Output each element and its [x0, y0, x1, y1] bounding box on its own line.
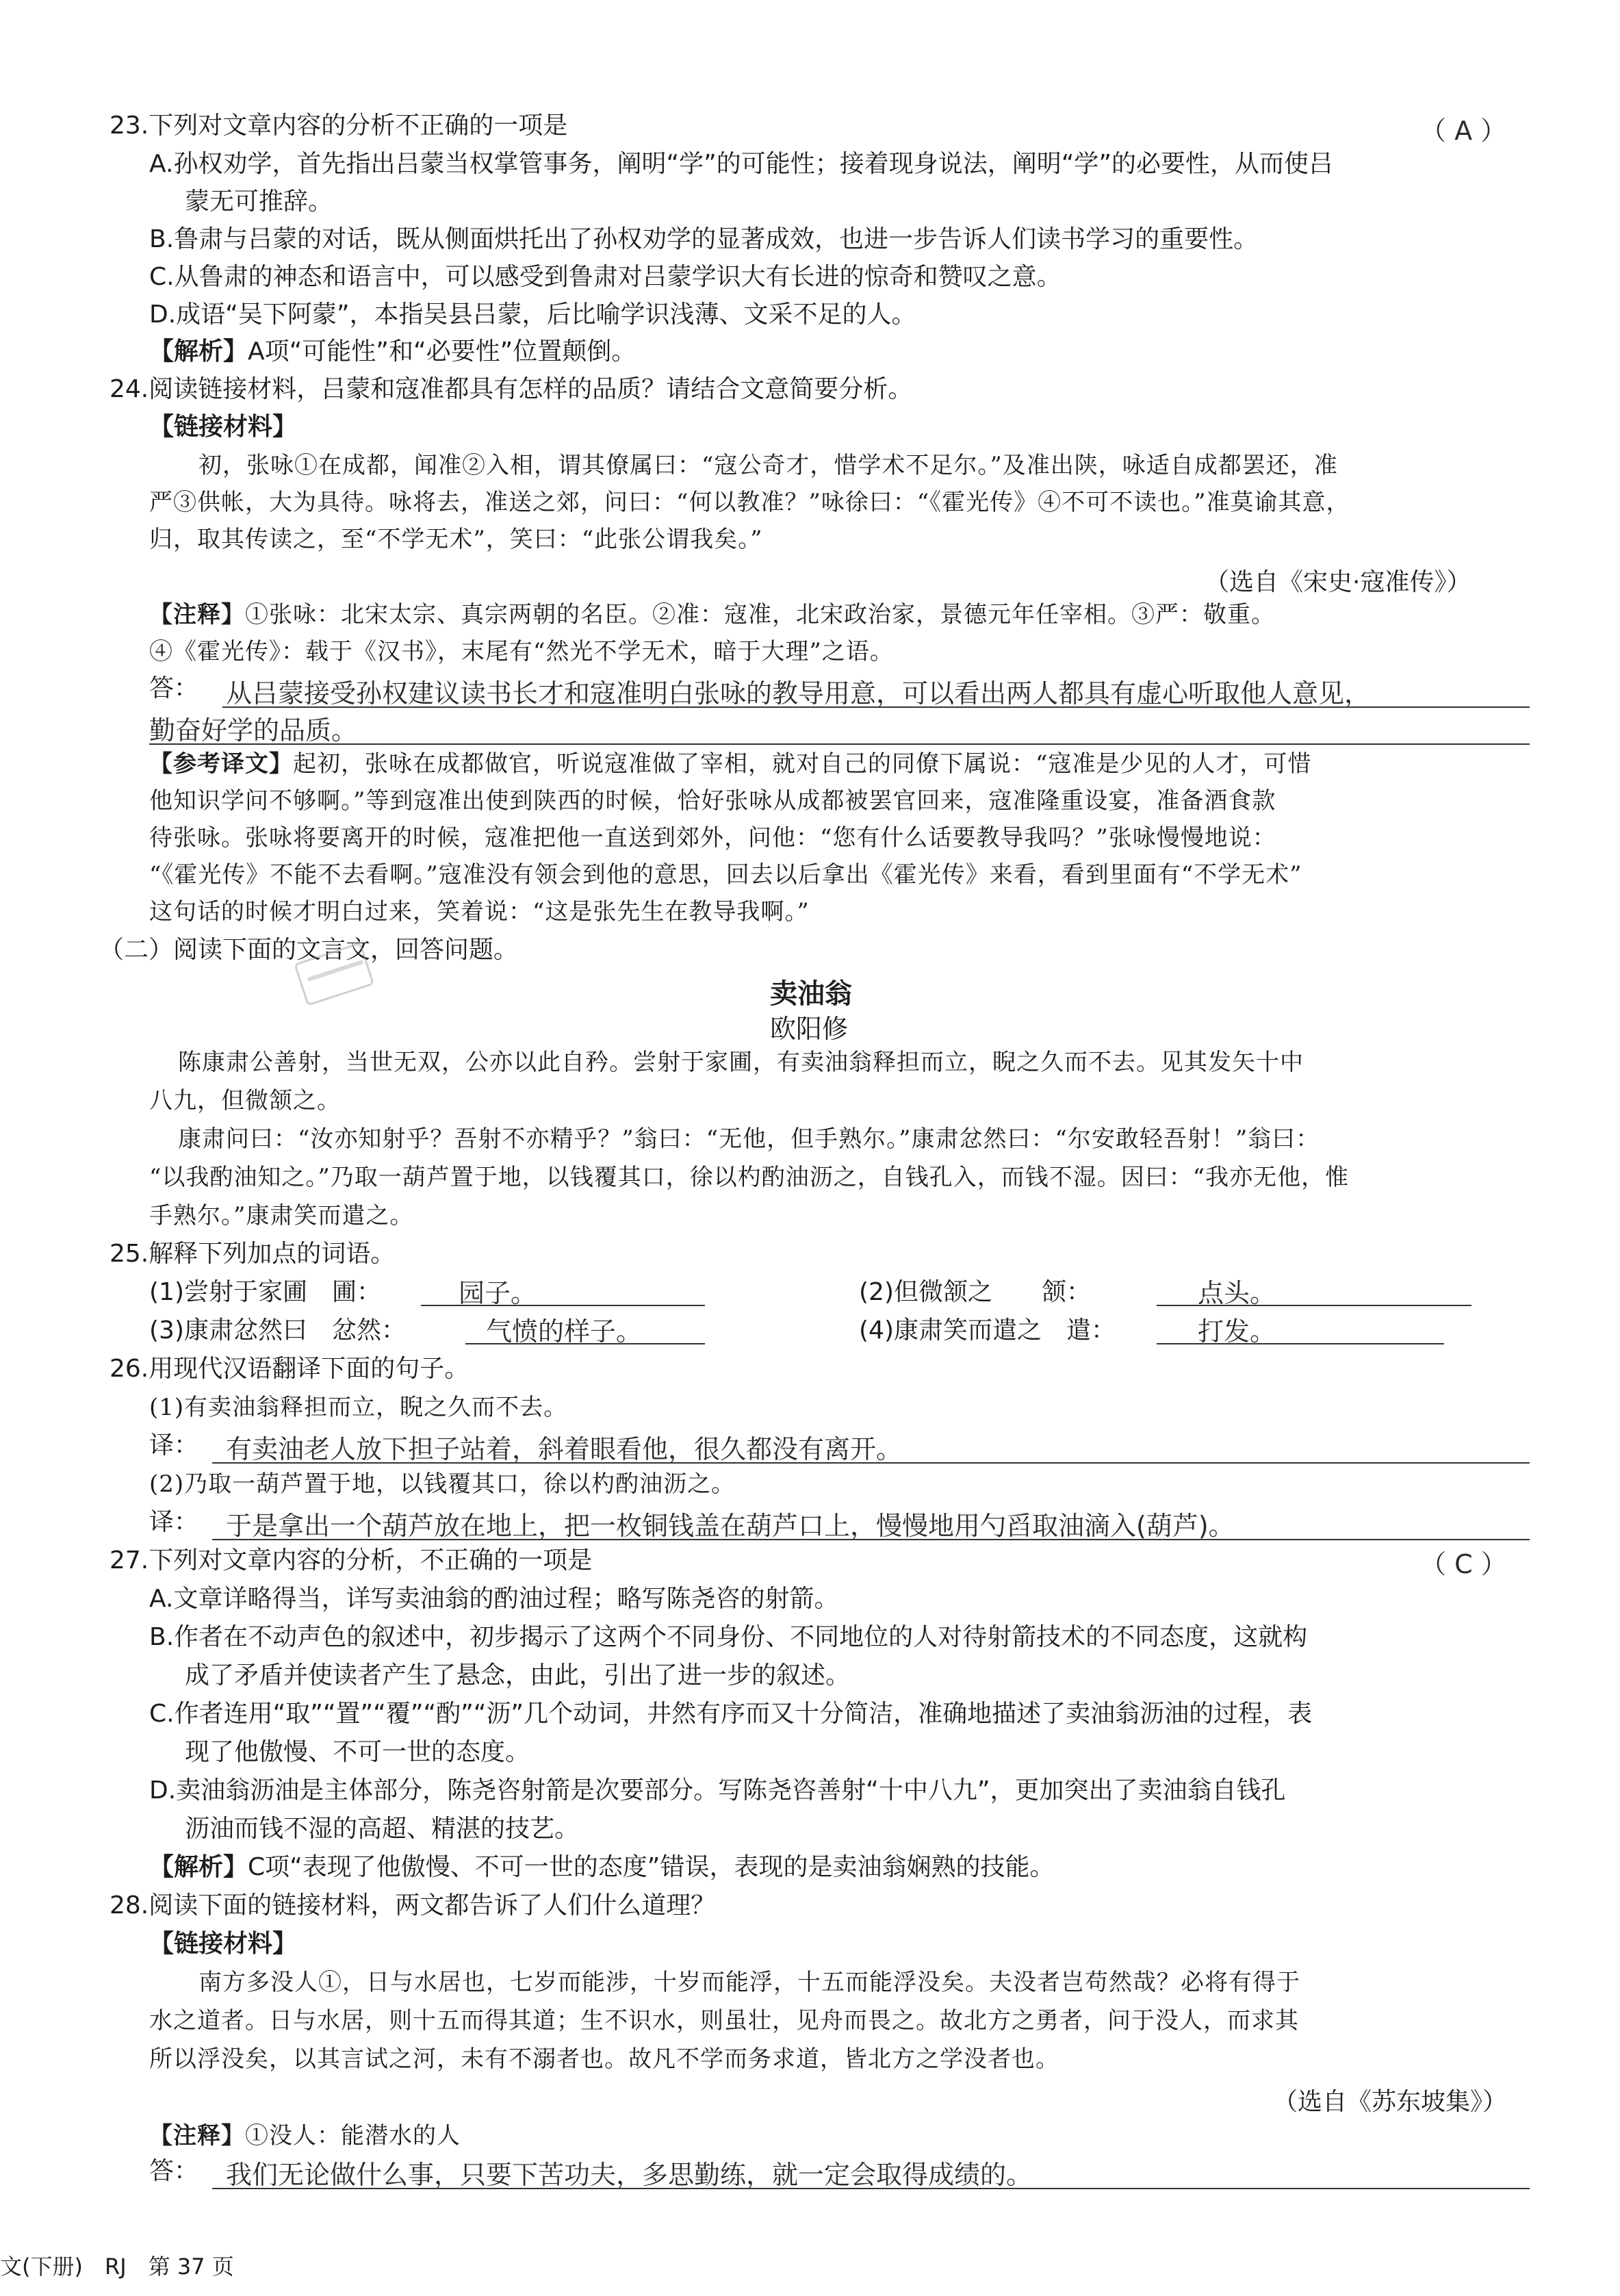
- answer-rule: [212, 2188, 1530, 2189]
- q24-stem: 24.阅读链接材料，吕蒙和寇准都具有怎样的品质？请结合文意简要分析。: [110, 375, 913, 403]
- q23-option-a: A.孙权劝学，首先指出吕蒙当权掌管事务，阐明“学”的可能性；接着现身说法，阐明“学”的必要性，从而使吕: [149, 150, 1334, 178]
- q24-translation-text-1: 起初，张咏在成都做官，听说寇准做了宰相，就对自己的同僚下属说：“寇准是少见的人才，可惜: [293, 750, 1312, 778]
- q24-source: （选自《宋史·寇准传》）: [1205, 568, 1471, 596]
- q23-stem: 23.下列对文章内容的分析不正确的一项是: [110, 112, 568, 140]
- q23-option-b: B.鲁肃与吕蒙的对话，既从侧面烘托出了孙权劝学的显著成效，也进一步告诉人们读书学习的重要性。: [149, 225, 1259, 253]
- q25-item-2-answer: 点头。: [1198, 1278, 1276, 1308]
- q28-link-tag: 【链接材料】: [149, 1930, 298, 1958]
- watermark-stamp-icon: [287, 941, 376, 1006]
- passage-p2-line-3: 手熟尔。”康肃笑而遣之。: [149, 1202, 414, 1229]
- q26-label-1: 译：: [149, 1431, 199, 1459]
- answer-rule: [465, 1343, 705, 1344]
- q26-stem: 26.用现代汉语翻译下面的句子。: [110, 1355, 470, 1383]
- q24-translation-line-3: 待张咏。张咏将要离开的时候，寇准把他一直送到郊外，问他：“您有什么话要教导我吗？”张咏慢慢地说：: [149, 824, 1276, 852]
- q23-option-a-cont: 蒙无可推辞。: [185, 188, 333, 216]
- q25-stem: 25.解释下列加点的词语。: [110, 1240, 396, 1268]
- q28-stem: 28.阅读下面的链接材料，两文都告诉了人们什么道理？: [110, 1891, 716, 1919]
- q23-analysis-text: A项“可能性”和“必要性”位置颠倒。: [248, 337, 637, 366]
- passage-title: 卖油翁: [770, 978, 852, 1010]
- q23-answer: （ A ）: [1420, 116, 1507, 146]
- q28-answer-label: 答：: [149, 2157, 199, 2185]
- answer-rule: [421, 1305, 705, 1306]
- q25-item-2-prompt: (2)但微颔之 颔：: [859, 1278, 1091, 1306]
- q24-answer-label: 答：: [149, 674, 199, 702]
- answer-rule: [1157, 1305, 1471, 1306]
- q24-note-text-1: ①张咏：北宋太宗、真宗两朝的名臣。②准：寇准，北宋政治家，景德元年任宰相。③严：敬重。: [245, 601, 1275, 628]
- q25-item-3-prompt: (3)康肃忿然曰 忿然：: [149, 1316, 406, 1344]
- answer-rule: [212, 1462, 1530, 1464]
- q27-option-d: D.卖油翁沥油是主体部分，陈尧咨射箭是次要部分。写陈尧咨善射“十中八九”，更加突出了卖油翁自钱孔: [149, 1776, 1286, 1804]
- q25-item-4-answer: 打发。: [1198, 1316, 1276, 1347]
- q25-item-3-answer: 气愤的样子。: [486, 1316, 643, 1347]
- q23-option-c: C.从鲁肃的神态和语言中，可以感受到鲁肃对吕蒙学识大有长进的惊奇和赞叹之意。: [149, 263, 1062, 291]
- q26-sentence-2: (2)乃取一葫芦置于地，以钱覆其口，徐以杓酌油沥之。: [149, 1470, 736, 1498]
- page-footer: 文(下册) RJ 第 37 页: [0, 2254, 234, 2280]
- q26-sentence-1: (1)有卖油翁释担而立，睨之久而不去。: [149, 1394, 568, 1421]
- q27-option-c-cont: 现了他傲慢、不可一世的态度。: [185, 1738, 530, 1766]
- q27-analysis: [149, 1852, 1054, 1883]
- q24-link-line-3: 归，取其传读之，至“不学无术”，笑曰：“此张公谓我矣。”: [149, 526, 763, 553]
- passage-p2-line-1: 康肃问曰：“汝亦知射乎？吾射不亦精乎？”翁曰：“无他，但手熟尔。”康肃忿然曰：“尔安敢轻吾射！”翁曰：: [178, 1125, 1320, 1153]
- q28-link-line-1: 南方多没人①，日与水居也，七岁而能涉，十岁而能浮，十五而能浮没矣。夫没者岂苟然哉？必将有得于: [198, 1969, 1300, 1996]
- answer-rule: [222, 706, 1530, 708]
- passage-p1-line-2: 八九，但微颔之。: [149, 1087, 341, 1114]
- q28-answer: 我们无论做什么事，只要下苦功夫，多思勤练，就一定会取得成绩的。: [226, 2160, 1033, 2190]
- q27-option-b: B.作者在不动声色的叙述中，初步揭示了这两个不同身份、不同地位的人对待射箭技术的不同态度，这就构: [149, 1623, 1308, 1651]
- passage-p1-line-1: 陈康肃公善射，当世无双，公亦以此自矜。尝射于家圃，有卖油翁释担而立，睨之久而不去。见其发矢十中: [178, 1049, 1304, 1076]
- section-2-heading: （二）阅读下面的文言文，回答问题。: [99, 936, 519, 964]
- q27-answer: （ C ）: [1420, 1549, 1507, 1579]
- analysis-tag: 【解析】: [149, 337, 248, 366]
- q26-label-2: 译：: [149, 1508, 199, 1536]
- q24-link-line-2: 严③供帐，大为具待。咏将去，准送之郊，问曰：“何以教准？”咏徐曰：“《霍光传》④不可不读也。”准莫谕其意，: [149, 489, 1350, 516]
- q28-link-line-3: 所以浮没矣，以其言试之河，未有不溺者也。故凡不学而务求道，皆北方之学没者也。: [149, 2045, 1059, 2073]
- q25-item-1-answer: 园子。: [459, 1278, 537, 1308]
- q26-answer-2: 于是拿出一个葫芦放在地上，把一枚铜钱盖在葫芦口上，慢慢地用勺舀取油滴入(葫芦)。: [226, 1511, 1235, 1541]
- q24-translation-line-1: [149, 749, 1311, 779]
- q23-option-d: D.成语“吴下阿蒙”，本指吴县吕蒙，后比喻学识浅薄、文采不足的人。: [149, 301, 916, 329]
- answer-rule: [212, 1539, 1530, 1540]
- q25-item-1-prompt: (1)尝射于家圃 圃：: [149, 1278, 381, 1306]
- q27-option-c: C.作者连用“取”“置”“覆”“酌”“沥”几个动词，井然有序而又十分简洁，准确地描述了卖油翁沥油的过程，表: [149, 1700, 1313, 1728]
- q24-link-tag: 【链接材料】: [149, 413, 298, 441]
- q24-link-line-1: 初，张咏①在成都，闻准②入相，谓其僚属曰：“寇公奇才，惜学术不足尔。”及准出陕，咏适自成都罢还，准: [198, 452, 1338, 479]
- q27-option-a: A.文章详略得当，详写卖油翁的酌油过程；略写陈尧咨的射箭。: [149, 1585, 839, 1613]
- q27-option-d-cont: 沥油而钱不湿的高超、精湛的技艺。: [185, 1815, 580, 1843]
- q24-note-line-1: [149, 600, 1275, 630]
- q24-translation-line-2: 他知识学问不够啊。”等到寇准出使到陕西的时候，恰好张咏从成都被罢官回来，寇准隆重设宴，准备酒食款: [149, 787, 1276, 815]
- q24-translation-line-5: 这句话的时候才明白过来，笑着说：“这是张先生在教导我啊。”: [149, 898, 810, 926]
- q27-stem: 27.下列对文章内容的分析，不正确的一项是: [110, 1546, 593, 1574]
- q25-item-4-prompt: (4)康肃笑而遣之 遣：: [859, 1316, 1116, 1344]
- analysis-tag: 【解析】: [149, 1853, 248, 1881]
- passage-p2-line-2: “以我酌油知之。”乃取一葫芦置于地，以钱覆其口，徐以杓酌油沥之，自钱孔入，而钱不湿。因曰：“我亦无他，惟: [149, 1164, 1350, 1191]
- q23-analysis: [149, 337, 636, 367]
- q28-note: [149, 2121, 461, 2151]
- passage-author: 欧阳修: [770, 1014, 849, 1044]
- answer-rule: [1157, 1343, 1444, 1344]
- q26-answer-1: 有卖油老人放下担子站着，斜着眼看他，很久都没有离开。: [226, 1434, 903, 1464]
- translation-tag: 【参考译文】: [149, 750, 293, 778]
- q24-answer-line-1: 从吕蒙接受孙权建议读书长才和寇准明白张咏的教导用意，可以看出两人都具有虚心听取他人意见，: [226, 678, 1371, 709]
- q24-answer-line-2: 勤奋好学的品质。: [149, 715, 358, 745]
- q28-source: （选自《苏东坡集》）: [1273, 2088, 1508, 2116]
- q28-note-text: ①没人：能潜水的人: [245, 2122, 461, 2150]
- answer-rule: [149, 743, 1530, 745]
- note-tag: 【注释】: [149, 2122, 245, 2150]
- q28-link-line-2: 水之道者。日与水居，则十五而得其道；生不识水，则虽壮，见舟而畏之。故北方之勇者，问于没人，而求其: [149, 2007, 1299, 2034]
- q24-translation-line-4: “《霍光传》不能不去看啊。”寇准没有领会到他的意思，回去以后拿出《霍光传》来看，看到里面有“不学无术”: [149, 861, 1302, 889]
- note-tag: 【注释】: [149, 601, 245, 628]
- q27-option-b-cont: 成了矛盾并使读者产生了悬念，由此，引出了进一步的叙述。: [185, 1661, 851, 1689]
- q24-note-line-2: ④《霍光传》：载于《汉书》，末尾有“然光不学无术，暗于大理”之语。: [149, 638, 894, 665]
- q27-analysis-text: C项“表现了他傲慢、不可一世的态度”错误，表现的是卖油翁娴熟的技能。: [248, 1853, 1055, 1881]
